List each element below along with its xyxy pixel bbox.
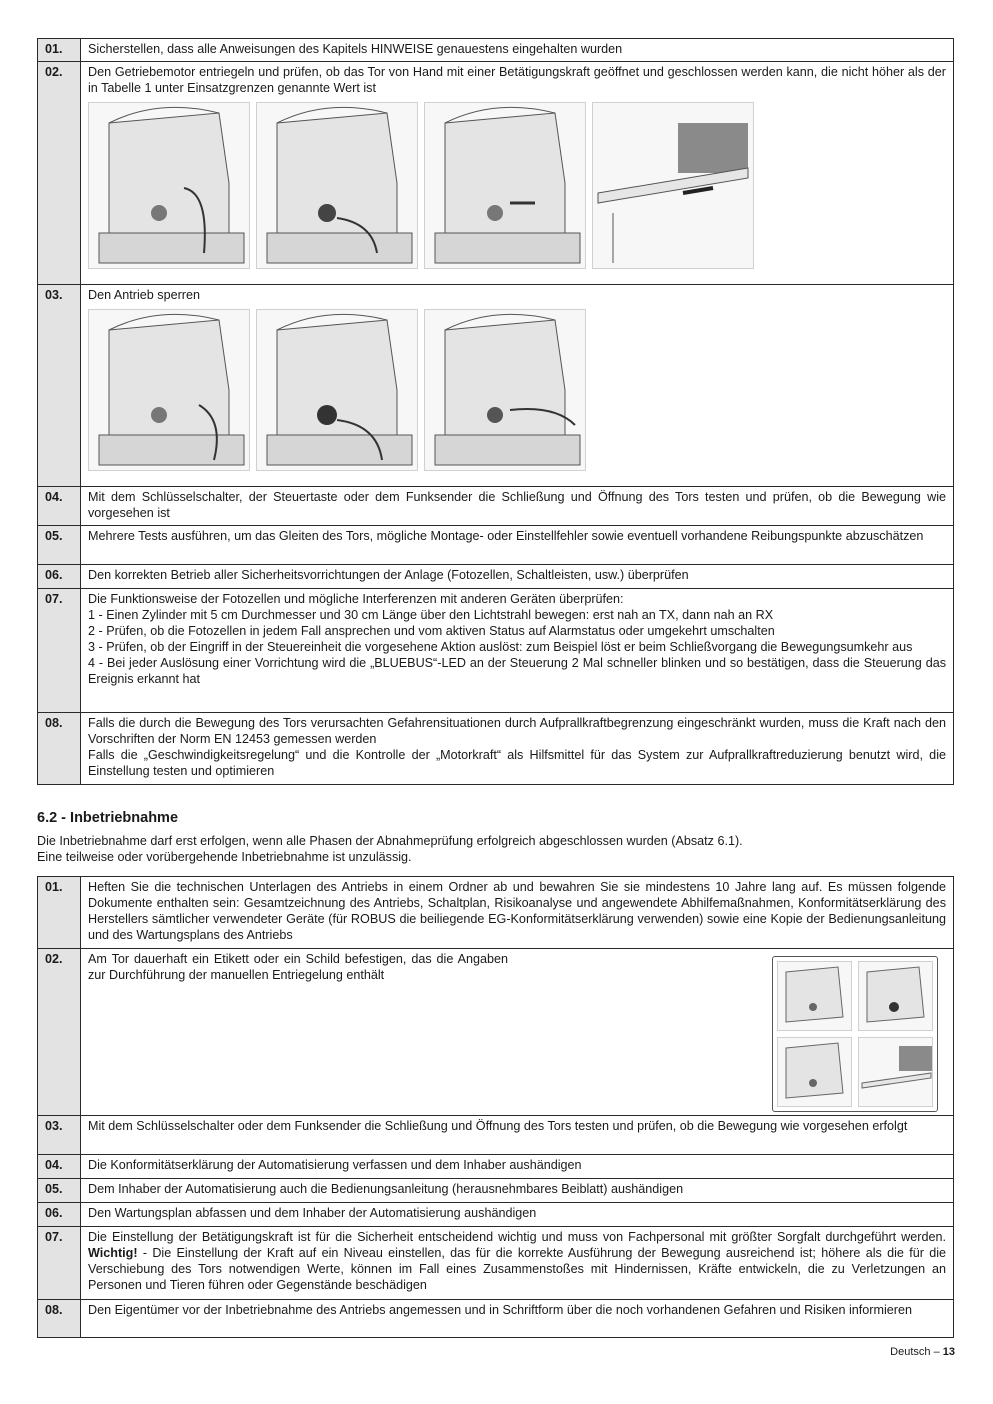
step-text: Die Funktionsweise der Fotozellen und mögliche Interferenzen mit anderen Geräten überprüfen: 1 - Einen Zylinder mit 5 cm Durchmesser und 30 cm Länge über den Lichtstrahl bewegen: erst nah an TX, dann nah an RX 2 - Prüfen, ob die Fotozellen in jedem Fall ansprechen und vom aktiven Status auf Alarmstatus oder umgekehrt umschalten 3 - Prüfen, ob der Eingriff in der Steuereinheit die vorgesehene Aktion auslöst: zum Beispiel löst er beim Schließvorgang die Bewegungsumkehr aus 4 - Bei jeder Auslösung einer Vorrichtung wird die „BLUEBUS“-LED an der Steuerung 2 Mal schneller blinken und so bestätigen, dass die Steuerung das Ereignis erkannt hat xyxy=(81,589,954,713)
illustration-thumb-1 xyxy=(777,961,852,1031)
table-row xyxy=(38,1116,954,1155)
illustration-thumb-4 xyxy=(858,1037,933,1107)
table-row xyxy=(38,62,954,285)
table-row xyxy=(38,949,954,1116)
table-row xyxy=(38,1179,954,1203)
table-row xyxy=(38,589,954,713)
table-row xyxy=(38,526,954,565)
table-row xyxy=(38,1155,954,1179)
table-row xyxy=(38,1300,954,1338)
table-row xyxy=(38,1227,954,1300)
step-number: 04. xyxy=(38,1155,81,1179)
step-text: Die Einstellung der Betätigungskraft ist für die Sicherheit entscheidend wichtig und muss von Fachpersonal mit größter Sorgfalt durchgeführt werden. Wichtig! - Die Einstellung der Kraft auf ein Niveau einstellen, das für die korrekte Ausführung der Bewegung ausreichend ist; höhere als die für die Verschiebung des Tors notwendigen Werte, können im Fall eines Zusammenstoßes mit Hindernissen, Kräfte entwickeln, die zu Verletzungen an Personen und Tieren führen oder Gegenstände beschädigen xyxy=(81,1227,954,1300)
illustration-motor-lock-1 xyxy=(88,309,250,471)
step-text: Mit dem Schlüsselschalter oder dem Funksender die Schließung und Öffnung des Tors testen und prüfen, ob die Bewegung wie vorgesehen erfolgt xyxy=(81,1116,954,1155)
step-text: Den Antrieb sperren xyxy=(81,285,954,487)
table-row xyxy=(38,285,954,487)
step-number: 08. xyxy=(38,1300,81,1338)
step-text: Mit dem Schlüsselschalter, der Steuertaste oder dem Funksender die Schließung und Öffnung des Tors testen und prüfen, ob die Bewegung wie vorgesehen ist xyxy=(81,487,954,526)
illustration-thumb-3 xyxy=(777,1037,852,1107)
step-number: 02. xyxy=(38,949,81,1116)
step-text: Den Wartungsplan abfassen und dem Inhaber der Automatisierung aushändigen xyxy=(81,1203,954,1227)
table-row xyxy=(38,1203,954,1227)
footer-language: Deutsch – xyxy=(890,1346,943,1358)
warning-label: Wichtig! xyxy=(88,1246,138,1260)
table-row xyxy=(38,487,954,526)
step-number: 05. xyxy=(38,1179,81,1203)
lock-illustrations xyxy=(88,309,946,471)
step-number: 08. xyxy=(38,713,81,785)
step-number: 01. xyxy=(38,39,81,62)
step-text: Mehrere Tests ausführen, um das Gleiten des Tors, mögliche Montage- oder Einstellfehler sowie eventuell vorhandene Reibungspunkte abzuschätzen xyxy=(81,526,954,565)
illustration-motor-unlock-2 xyxy=(256,102,418,269)
page-footer xyxy=(890,1346,955,1358)
step-number: 06. xyxy=(38,1203,81,1227)
step-text: Den Eigentümer vor der Inbetriebnahme des Antriebs angemessen und in Schriftform über die noch vorhandenen Gefahren und Risiken informieren xyxy=(81,1300,954,1338)
label-illustration xyxy=(772,956,938,1112)
illustration-motor-lock-3 xyxy=(424,309,586,471)
table-row xyxy=(38,39,954,62)
illustration-motor-lock-2 xyxy=(256,309,418,471)
step-text: Den korrekten Betrieb aller Sicherheitsvorrichtungen der Anlage (Fotozellen, Schaltleisten, usw.) überprüfen xyxy=(81,565,954,589)
step-text: Heften Sie die technischen Unterlagen des Antriebs in einem Ordner ab und bewahren Sie sie mindestens 10 Jahre lang auf. Es müssen folgende Dokumente enthalten sein: Gesamtzeichnung des Antriebs, Schaltplan, Risikoanalyse und angewendete Abhilfemaßnahmen, Konformitätserklärung des Herstellers sämtlicher verwendeter Geräte (für ROBUS die beiliegende EG-Konformitätserklärung verwenden) sowie eine Kopie der Bedienungsanleitung und des Wartungsplans des Antriebs xyxy=(81,877,954,949)
step-number: 02. xyxy=(38,62,81,285)
step-number: 01. xyxy=(38,877,81,949)
table-row xyxy=(38,565,954,589)
section-intro: Die Inbetriebnahme darf erst erfolgen, wenn alle Phasen der Abnahmeprüfung erfolgreich abgeschlossen wurden (Absatz 6.1). Eine teilweise oder vorübergehende Inbetriebnahme ist unzulässig. xyxy=(37,834,743,864)
illustration-motor-unlock-1 xyxy=(88,102,250,269)
step-number: 04. xyxy=(38,487,81,526)
page-number: 13 xyxy=(942,1346,955,1358)
illustration-motor-unlock-3 xyxy=(424,102,586,269)
step-text: Sicherstellen, dass alle Anweisungen des Kapitels HINWEISE genauestens eingehalten wurden xyxy=(81,39,954,62)
unlock-illustrations xyxy=(88,102,946,269)
table-row xyxy=(38,713,954,785)
step-number: 07. xyxy=(38,589,81,713)
step-text: Die Konformitätserklärung der Automatisierung verfassen und dem Inhaber aushändigen xyxy=(81,1155,954,1179)
acceptance-steps-table xyxy=(37,38,954,785)
section-heading: 6.2 - Inbetriebnahme xyxy=(37,810,179,826)
step-text: Am Tor dauerhaft ein Etikett oder ein Schild befestigen, das die Angaben zur Durchführung der manuellen Entriegelung enthält xyxy=(81,949,954,1116)
step-number: 03. xyxy=(38,1116,81,1155)
illustration-thumb-2 xyxy=(858,961,933,1031)
table-row xyxy=(38,877,954,949)
step-text: Den Getriebemotor entriegeln und prüfen, ob das Tor von Hand mit einer Betätigungskraft geöffnet und geschlossen werden kann, die nicht höher als der in Tabelle 1 unter Einsatzgrenzen genannte Wert ist xyxy=(81,62,954,285)
step-text: Dem Inhaber der Automatisierung auch die Bedienungsanleitung (herausnehmbares Beiblatt) aushändigen xyxy=(81,1179,954,1203)
step-number: 06. xyxy=(38,565,81,589)
step-number: 03. xyxy=(38,285,81,487)
step-number: 07. xyxy=(38,1227,81,1300)
step-number: 05. xyxy=(38,526,81,565)
step-text: Falls die durch die Bewegung des Tors verursachten Gefahrensituationen durch Aufprallkraftbegrenzung eingeschränkt wurden, muss die Kraft nach den Vorschriften der Norm EN 12453 gemessen werden Falls die „Geschwindigkeitsregelung“ und die Kontrolle der „Motorkraft“ als Hilfsmittel für das System zur Aufprallkraftreduzierung benutzt wird, die Einstellung testen und optimieren xyxy=(81,713,954,785)
illustration-gate-push xyxy=(592,102,754,269)
commissioning-steps-table xyxy=(37,876,954,1338)
